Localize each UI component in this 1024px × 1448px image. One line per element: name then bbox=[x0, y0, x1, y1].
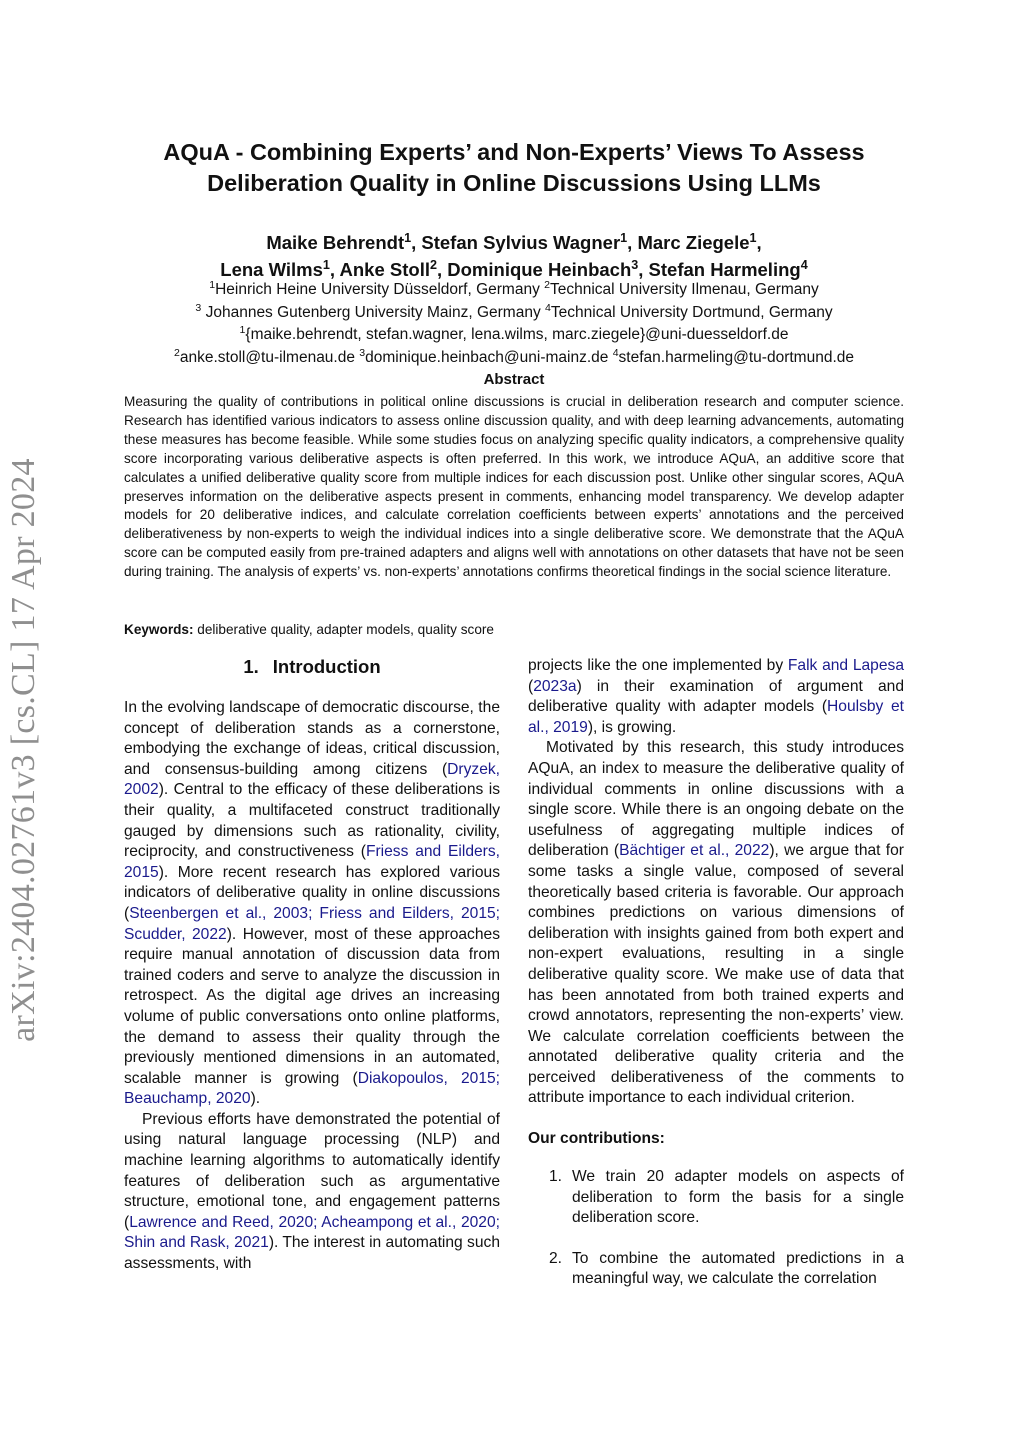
list-item: 2. To combine the automated predictions in a meaningful way, we calculate the correlation bbox=[548, 1249, 904, 1288]
contributions-list bbox=[528, 1167, 904, 1290]
paragraph: Motivated by this research, this study introduces AQuA, an index to measure the deliberative quality of individual comments in online discussions with a single score. While there is an ongoing debate on the usefulness of aggregating multiple indices of deliberation (Bächtiger et al., 2022), we argue that for some tasks a single value, composed of several theoretically based criteria is favorable. Our approach combines predictions on various dimensions of deliberation with insights gained from both expert and non-expert evaluations, resulting in a single deliberative quality score. We make use of data that has been annotated from both trained experts and crowd annotators, representing the non-experts’ view. We calculate correlation coefficients between the annotated deliberative quality criteria and the perceived deliberativeness of the comments to attribute importance to each individual criterion. bbox=[528, 739, 904, 1107]
keywords-text: deliberative quality, adapter models, quality score bbox=[193, 622, 494, 637]
contributions-heading: Our contributions: bbox=[528, 1130, 665, 1148]
right-column bbox=[528, 656, 904, 1310]
citation-link[interactable]: Bächtiger et al., 2022 bbox=[619, 842, 770, 860]
abstract-text: Measuring the quality of contributions in political online discussions is crucial in deliberation research and computer science. Research has identified various indicators to assess online discussion quality, and with deep learning advancements, automating these measures has become feasible. While some studies focus on analyzing specific quality indicators, a comprehensive quality score incorporating various deliberative aspects is often preferred. In this work, we introduce AQuA, an additive score that calculates a unified deliberative quality score from multiple indices for each discussion post. Unlike other singular scores, AQuA preserves information on the deliberative aspects present in comments, enhancing model transparency. We develop adapter models for 20 deliberative indices, and calculate correlation coefficients between experts’ annotations and the perceived deliberativeness by non-experts to weigh the individual indices into a single deliberative score. We demonstrate that the AQuA score can be computed easily from pre-trained adapters and aligns well with annotations on other datasets that have not be seen during training. The analysis of experts’ vs. non-experts’ annotations confirms theoretical findings in the social science literature. bbox=[124, 394, 904, 580]
arxiv-identifier-text: arXiv:2404.02761v3 [cs.CL] 17 Apr 2024 bbox=[5, 458, 42, 1042]
citation-link[interactable]: Houlsby et al., 2019 bbox=[528, 698, 904, 736]
email-line: $^1${maike.behrendt, stefan.wagner, lena.wilms, marc.ziegele}@uni-duesseldorf.de bbox=[239, 323, 789, 343]
author: Lena Wilms$^1$ bbox=[220, 257, 330, 280]
section-heading-introduction bbox=[124, 656, 500, 678]
citation-link[interactable]: Diakopoulos, 2015; Beauchamp, 2020 bbox=[124, 1069, 500, 1108]
paragraph: In the evolving landscape of democratic discourse, the concept of deliberation stands as a cornerstone, embodying the exchange of ideas, critical discussion, and consensus-building among citizens (Dryzek, 2002). Central to the efficacy of these deliberations is their quality, a multifaceted construct traditionally gauged by dimensions such as rationality, civility, reciprocity, and constructiveness (Friess and Eilders, 2015). More recent research has explored various indicators of deliberative quality in online discussions (Steenbergen et al., 2003; Friess and Eilders, 2015; Scudder, 2022). However, most of these approaches require manual annotation of discussion data from trained coders and serve to analyze the discussion in retrospect. As the digital age drives an increasing volume of public conversations onto online platforms, the demand to assess their quality through the previously mentioned dimensions in an automated, scalable manner is growing (Diakopoulos, 2015; Beauchamp, 2020). bbox=[124, 699, 500, 1108]
title-line-1: AQuA - Combining Experts’ and Non-Experts’ Views To Assess bbox=[163, 139, 865, 165]
author: Anke Stoll$^2$ bbox=[339, 257, 437, 280]
email-line: $^2$anke.stoll@tu-ilmenau.de $^3$dominique.heinbach@uni-mainz.de $^4$stefan.harmeling@tu-dortmund.de bbox=[173, 346, 854, 366]
affiliation-line: $^1$Heinrich Heine University Düsseldorf, Germany $^2$Technical University Ilmenau, Germany bbox=[209, 278, 819, 298]
list-item: 1. We train 20 adapter models on aspects of deliberation to form the basis for a single deliberation score. bbox=[548, 1168, 904, 1227]
section-title: Introduction bbox=[272, 656, 381, 677]
author: Dominique Heinbach$^3$ bbox=[447, 257, 639, 280]
title-line-2: Deliberation Quality in Online Discussions Using LLMs bbox=[207, 170, 821, 196]
left-column bbox=[124, 656, 500, 1275]
citation-link[interactable]: Falk and Lapesa bbox=[787, 657, 904, 674]
abstract-heading: Abstract bbox=[483, 371, 545, 388]
keywords-label: Keywords: bbox=[124, 622, 194, 637]
author: Maike Behrendt$^1$ bbox=[266, 230, 412, 253]
author: Marc Ziegele$^1$ bbox=[637, 230, 757, 253]
author-list: Maike Behrendt$^1$, Stefan Sylvius Wagner$^1$, Marc Ziegele$^1$, Lena Wilms$^1$, Anke Stoll$^2$, Dominique Heinbach$^3$, Stefan Harmeling$^4$ bbox=[220, 230, 808, 280]
keywords bbox=[124, 620, 904, 639]
citation-link[interactable]: Friess and Eilders, 2015 bbox=[124, 843, 500, 881]
author: Stefan Sylvius Wagner$^1$ bbox=[421, 230, 628, 253]
paper-title bbox=[124, 137, 904, 199]
citation-link[interactable]: 2023a bbox=[533, 677, 577, 695]
paragraph: projects like the one implemented by Falk and Lapesa (2023a) in their examination of argument and deliberative quality with adapter models (Houlsby et al., 2019), is growing. bbox=[528, 657, 904, 736]
citation-link[interactable]: Lawrence and Reed, 2020; Acheampong et al., 2020; Shin and Rask, 2021 bbox=[124, 1213, 500, 1252]
affiliation-line: $^3$ Johannes Gutenberg University Mainz, Germany $^4$Technical University Dortmund, Germany bbox=[195, 301, 833, 321]
citation-link[interactable]: Steenbergen et al., 2003; Friess and Eilders, 2015; Scudder, 2022 bbox=[124, 904, 500, 943]
affiliations bbox=[124, 279, 904, 369]
section-number: 1. bbox=[243, 656, 259, 677]
paragraph: Previous efforts have demonstrated the potential of using natural language processing (NLP) and machine learning algorithms to automatically identify features of deliberation such as argumentative structure, emotional tone, and engagement patterns (Lawrence and Reed, 2020; Acheampong et al., 2020; Shin and Rask, 2021). The interest in automating such assessments, with bbox=[124, 1110, 500, 1273]
citation-link[interactable]: Dryzek, 2002 bbox=[124, 760, 500, 799]
author: Stefan Harmeling$^4$ bbox=[648, 257, 808, 280]
